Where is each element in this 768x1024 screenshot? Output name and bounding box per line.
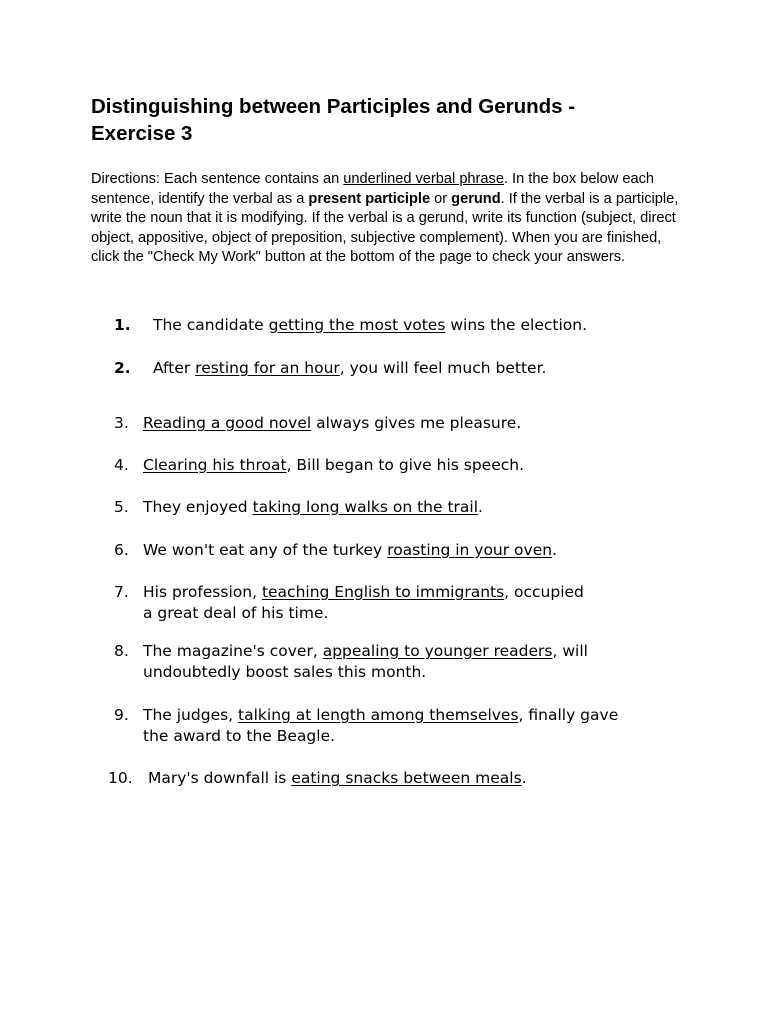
directions-text-1: Directions: Each sentence contains an (91, 171, 344, 187)
directions-text-3: or (430, 190, 452, 207)
question-5 (114, 497, 483, 518)
question-text-before: Mary's downfall is (148, 769, 292, 787)
question-number: 9. (114, 706, 129, 724)
question-number: 2. (114, 359, 131, 377)
question-text-before: They enjoyed (143, 498, 253, 516)
question-text-after: , will (552, 642, 588, 660)
directions-term-participle: present participle (308, 190, 431, 207)
question-text-after: , you will feel much better. (339, 359, 547, 377)
directions-text-4: . If the verbal is a participle, write the noun that it is modifying. If the verbal is a gerund, write its function (subject, direct object, appositive, object of preposition, subjective complement). When you are finished, click the "Check My Work" button at the bottom of the page to check your answers. (91, 190, 679, 265)
question-number: 8. (114, 642, 129, 660)
question-7 (114, 582, 584, 624)
question-text-before: After (153, 359, 196, 377)
question-text-after: , finally gave (518, 706, 619, 724)
directions-term-gerund: gerund (451, 190, 501, 207)
verbal-phrase: getting the most votes (268, 316, 446, 334)
verbal-phrase: taking long walks on the trail (252, 498, 479, 516)
verbal-phrase: eating snacks between meals (291, 769, 522, 787)
question-text-continued: a great deal of his time. (143, 604, 329, 622)
verbal-phrase: talking at length among themselves (238, 706, 519, 724)
question-1 (114, 315, 587, 336)
question-number: 10. (108, 769, 133, 787)
question-number: 6. (114, 541, 129, 559)
question-text-before: The candidate (153, 316, 269, 334)
question-number: 3. (114, 414, 129, 432)
question-text-after: , occupied (504, 583, 584, 601)
question-8 (114, 641, 588, 683)
verbal-phrase: teaching English to immigrants (261, 583, 505, 601)
question-text-after: . (521, 769, 527, 787)
question-text-after: always gives me pleasure. (311, 414, 522, 432)
question-text-before: The judges, (143, 706, 239, 724)
question-number: 5. (114, 498, 129, 516)
question-text-before: His profession, (143, 583, 262, 601)
question-number: 1. (114, 316, 131, 334)
question-9 (114, 705, 618, 747)
title-line-1: Distinguishing between Participles and Gerunds - (91, 95, 576, 118)
question-text-after: , Bill began to give his speech. (286, 456, 525, 474)
verbal-phrase: roasting in your oven (387, 541, 553, 559)
question-6 (114, 540, 557, 561)
question-text-before: The magazine's cover, (143, 642, 323, 660)
question-text-continued: undoubtedly boost sales this month. (143, 663, 427, 681)
question-2 (114, 358, 546, 379)
question-text-after: . (478, 498, 483, 516)
directions-underlined-term: underlined verbal phrase (343, 171, 504, 187)
question-number: 7. (114, 583, 129, 601)
title-line-2: Exercise 3 (91, 122, 193, 145)
page-title (91, 93, 691, 147)
question-text-after: . (552, 541, 558, 559)
directions-text-2: . In the box below each sentence, identify the verbal as a (91, 171, 655, 207)
verbal-phrase: Clearing his throat (143, 456, 287, 474)
question-10 (108, 768, 527, 789)
directions-paragraph (91, 170, 691, 268)
verbal-phrase: appealing to younger readers (322, 642, 553, 660)
question-text-before: We won't eat any of the turkey (143, 541, 388, 559)
question-text-continued: the award to the Beagle. (143, 727, 336, 745)
question-text-after: wins the election. (445, 316, 588, 334)
question-number: 4. (114, 456, 129, 474)
question-4 (114, 455, 524, 476)
verbal-phrase: Reading a good novel (143, 414, 312, 432)
question-3 (114, 413, 521, 434)
verbal-phrase: resting for an hour (195, 359, 340, 377)
